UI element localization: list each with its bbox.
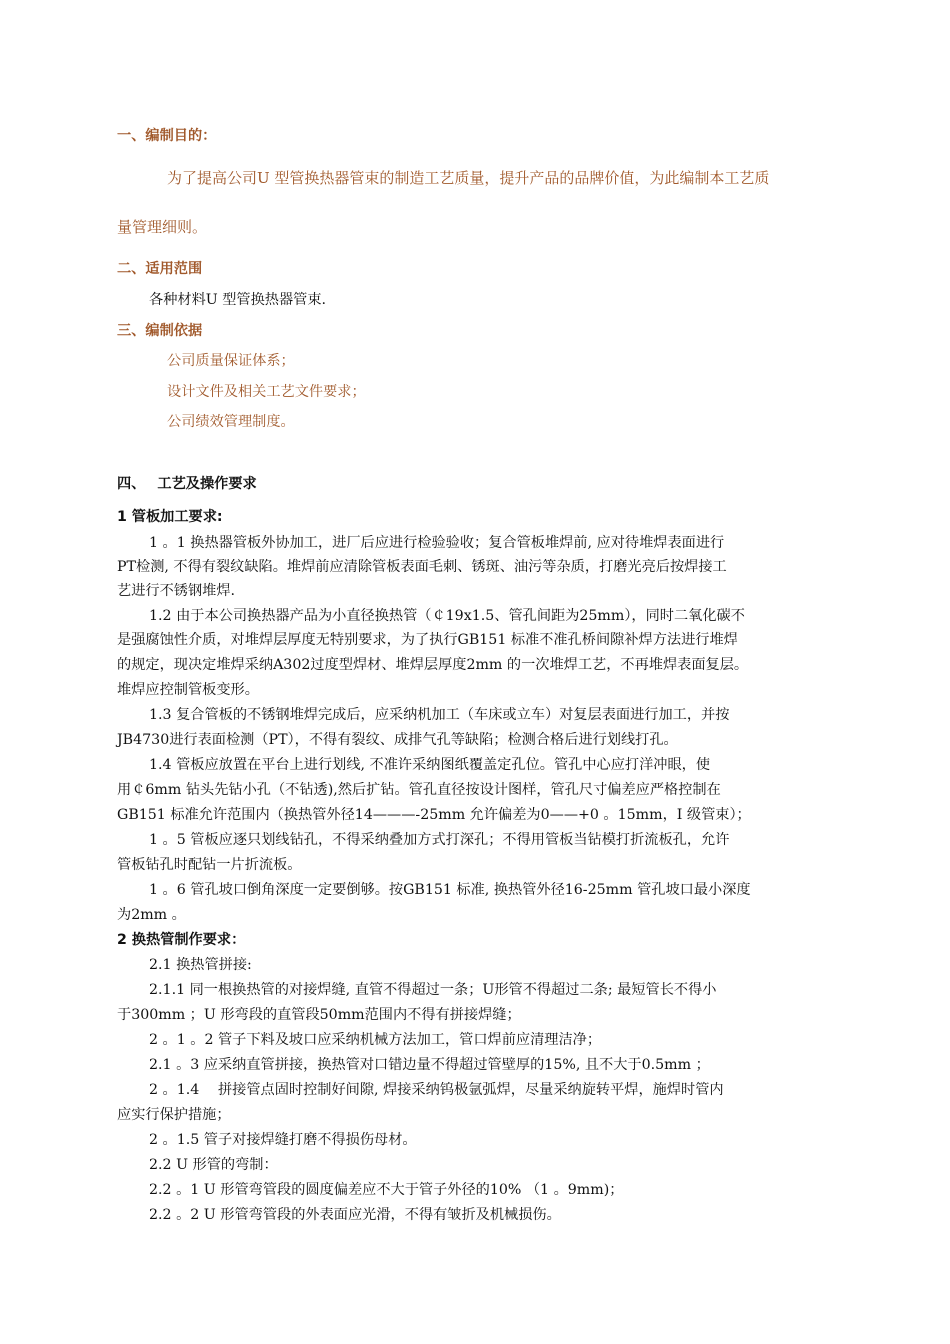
para-line: 1 。1 换热器管板外协加工，进厂后应进行检验验收；复合管板堆焊前, 应对待堆焊表面进行 [149, 535, 725, 551]
para-line: 2 。1.5 管子对接焊缝打磨不得损伤母材。 [149, 1132, 417, 1148]
para-line: 是强腐蚀性介质，对堆焊层厚度无特别要求，为了执行GB151 标准不准孔桥间隙补焊方法进行堆焊 [117, 632, 738, 648]
subsection-1-heading: 1 管板加工要求: [117, 509, 223, 525]
para-line: 用￠6mm 钻头先钻小孔（不钻透),然后扩钻。管孔直径按设计图样，管孔尺寸偏差应严格控制在 [117, 782, 721, 798]
para-line: 应实行保护措施； [117, 1107, 231, 1123]
para-line: 2.2 U 形管的弯制： [149, 1157, 278, 1173]
section-3-item: 公司绩效管理制度。 [167, 414, 295, 430]
subsection-2-heading: 2 换热管制作要求： [117, 932, 246, 948]
section-2-body: 各种材料U 型管换热器管束. [149, 292, 327, 308]
para-line: 2.2 。2 U 形管弯管段的外表面应光滑，不得有皱折及机械损伤。 [149, 1207, 561, 1223]
section-1-heading: 一、编制目的： [117, 128, 217, 144]
para-line: 1.2 由于本公司换热器产品为小直径换热管（￠19x1.5、管孔间距为25mm），同时二氧化碳不 [149, 608, 745, 624]
section-3-item: 设计文件及相关工艺文件要求； [167, 384, 366, 400]
section-4-heading: 四、 工艺及操作要求 [117, 476, 257, 492]
para-line: GB151 标准允许范围内（换热管外径14———-25mm 允许偏差为0——+0 。15mm，I 级管束）； [117, 807, 751, 823]
para-line: 1.3 复合管板的不锈钢堆焊完成后，应采纳机加工（车床或立车）对复层表面进行加工，并按 [149, 707, 730, 723]
para-line: 2.1 。3 应采纳直管拼接，换热管对口错边量不得超过管壁厚的15%, 且不大于0.5mm ； [149, 1057, 710, 1073]
para-line: 于300mm ；U 形弯段的直管段50mm范围内不得有拼接焊缝； [117, 1007, 521, 1023]
para-line: 2 。1 。2 管子下料及坡口应采纳机械方法加工，管口焊前应清理洁净； [149, 1032, 602, 1048]
para-line: 2 。1.4 拼接管点固时控制好间隙, 焊接采纳钨极氩弧焊，尽量采纳旋转平焊，施焊时管内 [149, 1082, 724, 1098]
para-line: 的规定，现决定堆焊采纳A302过度型焊材、堆焊层厚度2mm 的一次堆焊工艺，不再堆焊表面复层。 [117, 657, 749, 673]
para-line: 1 。6 管孔坡口倒角深度一定要倒够。按GB151 标准, 换热管外径16-25mm 管孔坡口最小深度 [149, 882, 751, 898]
para-line: 2.2 。1 U 形管弯管段的圆度偏差应不大于管子外径的10% （1 。9mm)； [149, 1182, 624, 1198]
para-line: 为2mm 。 [117, 907, 186, 923]
para-line: 堆焊应控制管板变形。 [117, 682, 259, 698]
para-line: 1 。5 管板应逐只划线钻孔，不得采纳叠加方式打深孔；不得用管板当钻模打折流板孔，允许 [149, 832, 730, 848]
para-line: 1.4 管板应放置在平台上进行划线, 不准许采纳图纸覆盖定孔位。管孔中心应打洋冲眼，使 [149, 757, 711, 773]
para-line: 管板钻孔时配钻一片折流板。 [117, 857, 302, 873]
para-line: JB4730进行表面检测（PT），不得有裂纹、成排气孔等缺陷；检测合格后进行划线打孔。 [117, 732, 678, 748]
section-1-paragraph-line-1: 为了提高公司U 型管换热器管束的制造工艺质量，提升产品的品牌价值，为此编制本工艺质 [167, 169, 770, 187]
section-3-item: 公司质量保证体系； [167, 353, 295, 369]
para-line: PT检测, 不得有裂纹缺陷。堆焊前应清除管板表面毛刺、锈斑、油污等杂质，打磨光亮后按焊接工 [117, 559, 727, 575]
para-line: 2.1 换热管拼接: [149, 957, 252, 973]
section-1-paragraph-line-2: 量管理细则。 [117, 218, 208, 236]
section-3-heading: 三、编制依据 [117, 323, 203, 339]
section-2-heading: 二、适用范围 [117, 261, 203, 277]
para-line: 艺进行不锈钢堆焊. [117, 583, 236, 599]
para-line: 2.1.1 同一根换热管的对接焊缝, 直管不得超过一条；U形管不得超过二条; 最短管长不得小 [149, 982, 717, 998]
